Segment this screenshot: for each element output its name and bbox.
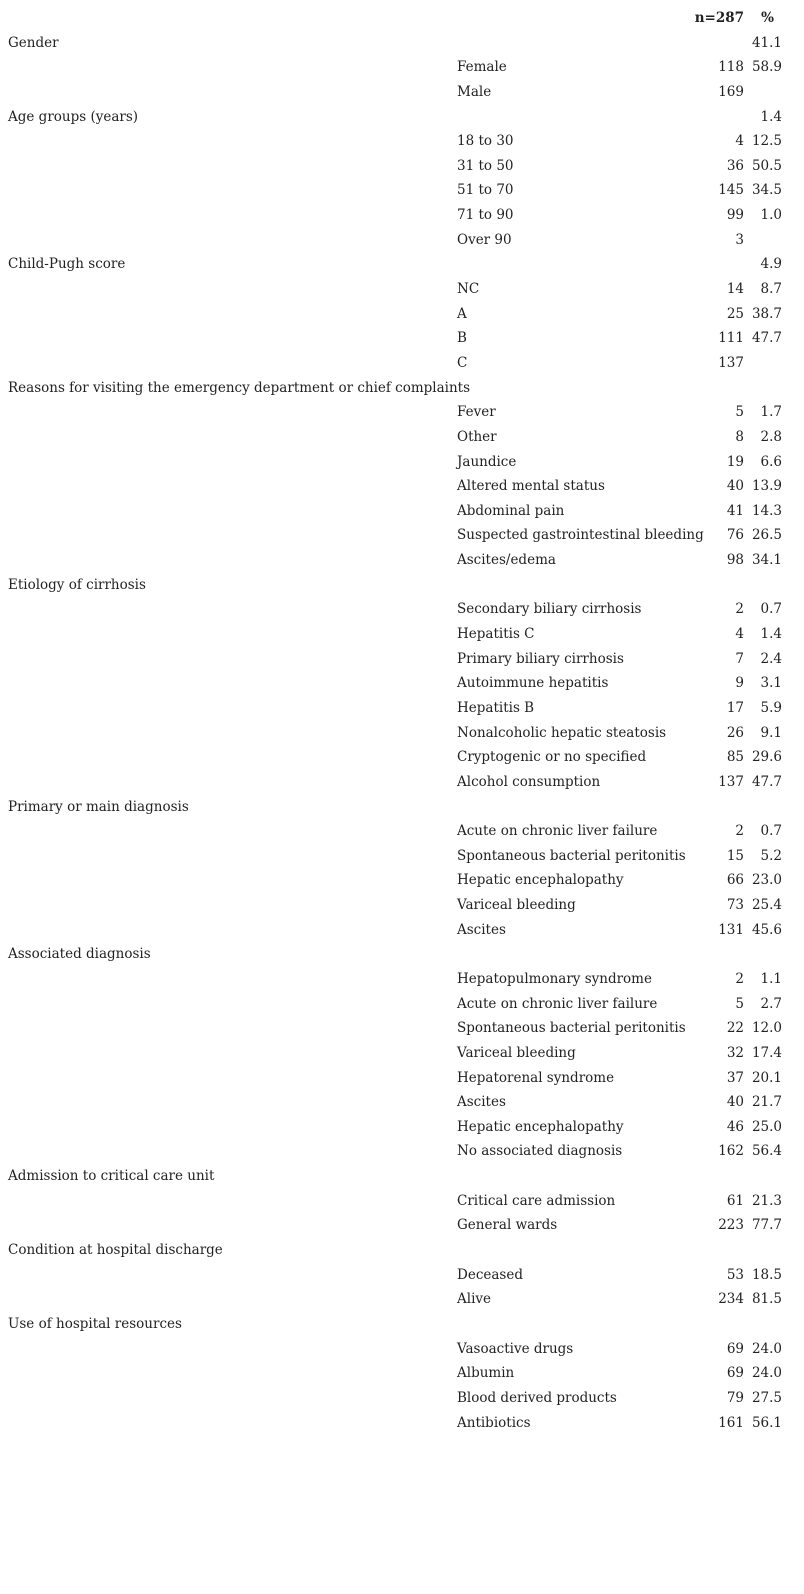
header-pct: % — [761, 10, 774, 26]
row-pct-value: 12.0 — [751, 1020, 782, 1037]
table-row — [0, 721, 804, 746]
row-category-label: Age groups (years) — [8, 108, 139, 125]
row-pct-value: 2.8 — [760, 428, 782, 445]
row-n-value: 19 — [726, 453, 744, 470]
row-pct-value: 17.4 — [751, 1044, 782, 1061]
table-category-row — [0, 573, 804, 598]
table-category-row — [0, 31, 804, 56]
row-n-value: 137 — [718, 773, 744, 790]
row-category-label: Primary or main diagnosis — [8, 798, 189, 815]
row-subcategory-label: Hepatic encephalopathy — [457, 1118, 624, 1135]
row-subcategory-label: Variceal bleeding — [457, 1044, 576, 1061]
row-n-value: 118 — [718, 59, 744, 76]
table-row — [0, 302, 804, 327]
row-subcategory-label: Hepatic encephalopathy — [457, 872, 624, 889]
row-n-value: 17 — [726, 699, 744, 716]
row-pct-value: 21.7 — [751, 1094, 782, 1111]
row-subcategory-label: Female — [457, 59, 507, 76]
row-n-value: 22 — [726, 1020, 744, 1037]
table-row — [0, 129, 804, 154]
table-row — [0, 450, 804, 475]
row-subcategory-label: B — [457, 330, 467, 347]
row-pct-value: 45.6 — [751, 921, 782, 938]
row-subcategory-label: 18 to 30 — [457, 133, 514, 150]
table-row — [0, 1041, 804, 1066]
row-pct-value: 27.5 — [751, 1389, 782, 1406]
table-category-row — [0, 376, 804, 401]
table-row — [0, 178, 804, 203]
row-subcategory-label: Acute on chronic liver failure — [457, 995, 658, 1012]
row-n-value: 5 — [735, 404, 744, 421]
row-n-value: 36 — [726, 157, 744, 174]
row-category-label: Gender — [8, 34, 59, 51]
table-row — [0, 277, 804, 302]
row-pct-value: 26.5 — [751, 527, 782, 544]
row-n-value: 15 — [726, 847, 744, 864]
row-n-value: 69 — [726, 1340, 744, 1357]
table-row — [0, 548, 804, 573]
row-pct-value: 24.0 — [751, 1365, 782, 1382]
row-category-label: Admission to critical care unit — [8, 1168, 215, 1185]
row-subcategory-label: 31 to 50 — [457, 157, 514, 174]
row-pct-value: 2.7 — [760, 995, 782, 1012]
table-row — [0, 992, 804, 1017]
row-subcategory-label: Critical care admission — [457, 1192, 616, 1209]
row-pct-value: 47.7 — [751, 773, 782, 790]
table-row — [0, 474, 804, 499]
row-n-value: 145 — [718, 182, 744, 199]
row-subcategory-label: NC — [457, 281, 480, 298]
row-n-value: 98 — [726, 552, 744, 569]
table-row — [0, 967, 804, 992]
row-pct-value: 18.5 — [751, 1266, 782, 1283]
row-pct-value: 38.7 — [751, 305, 782, 322]
row-pct-value: 50.5 — [751, 157, 782, 174]
row-subcategory-label: Autoimmune hepatitis — [457, 675, 609, 692]
row-pct-value: 12.5 — [751, 133, 782, 150]
table-row — [0, 55, 804, 80]
row-n-value: 46 — [726, 1118, 744, 1135]
row-n-value: 85 — [726, 749, 744, 766]
row-pct-value: 77.7 — [751, 1217, 782, 1234]
row-n-value: 79 — [726, 1389, 744, 1406]
row-pct-value: 1.1 — [760, 970, 782, 987]
row-n-value: 66 — [726, 872, 744, 889]
row-pct-value: 24.0 — [751, 1340, 782, 1357]
row-subcategory-label: Albumin — [457, 1365, 515, 1382]
row-pct-value: 56.4 — [751, 1143, 782, 1160]
table-row — [0, 1139, 804, 1164]
row-subcategory-label: Primary biliary cirrhosis — [457, 650, 624, 667]
table-row — [0, 1189, 804, 1214]
row-subcategory-label: Vasoactive drugs — [457, 1340, 574, 1357]
row-subcategory-label: No associated diagnosis — [457, 1143, 623, 1160]
table-row — [0, 622, 804, 647]
row-n-value: 76 — [726, 527, 744, 544]
table-category-row — [0, 105, 804, 130]
row-n-value: 223 — [718, 1217, 744, 1234]
row-subcategory-label: A — [457, 305, 467, 322]
row-category-label: Use of hospital resources — [8, 1315, 182, 1332]
row-pct-value: 81.5 — [751, 1291, 782, 1308]
row-pct-value: 25.4 — [751, 897, 782, 914]
row-pct-value: 1.0 — [760, 207, 782, 224]
table-row — [0, 1066, 804, 1091]
table-row — [0, 499, 804, 524]
row-subcategory-label: Blood derived products — [457, 1389, 617, 1406]
table-body — [0, 31, 804, 1436]
row-pct-value: 9.1 — [760, 724, 782, 741]
row-pct-value: 56.1 — [751, 1414, 782, 1431]
row-n-value: 111 — [718, 330, 744, 347]
row-subcategory-label: Fever — [457, 404, 496, 421]
row-subcategory-label: General wards — [457, 1217, 558, 1234]
row-n-value: 32 — [726, 1044, 744, 1061]
row-pct-value: 34.5 — [751, 182, 782, 199]
table-row — [0, 1361, 804, 1386]
table-category-row — [0, 1312, 804, 1337]
table-row — [0, 647, 804, 672]
row-subcategory-label: Cryptogenic or no specified — [457, 749, 647, 766]
row-n-value: 61 — [726, 1192, 744, 1209]
table-row — [0, 400, 804, 425]
row-subcategory-label: Hepatitis B — [457, 699, 535, 716]
row-subcategory-label: Over 90 — [457, 231, 512, 248]
row-subcategory-label: Jaundice — [457, 453, 517, 470]
row-subcategory-label: Deceased — [457, 1266, 523, 1283]
row-pct-value: 25.0 — [751, 1118, 782, 1135]
table-row — [0, 228, 804, 253]
table-row — [0, 326, 804, 351]
table-row — [0, 671, 804, 696]
table-row — [0, 597, 804, 622]
row-pct-value: 5.2 — [760, 847, 782, 864]
table-row — [0, 893, 804, 918]
data-table — [0, 6, 804, 1435]
table-category-row — [0, 1164, 804, 1189]
table-row — [0, 1213, 804, 1238]
row-subcategory-label: Alcohol consumption — [457, 773, 601, 790]
header-n: n=287 — [694, 10, 744, 26]
table-header-row — [0, 6, 804, 31]
table-row — [0, 1386, 804, 1411]
table-row — [0, 425, 804, 450]
row-n-value: 40 — [726, 478, 744, 495]
row-subcategory-label: Secondary biliary cirrhosis — [457, 601, 642, 618]
row-pct-value: 20.1 — [751, 1069, 782, 1086]
row-n-value: 234 — [718, 1291, 744, 1308]
row-n-value: 53 — [726, 1266, 744, 1283]
row-n-value: 2 — [735, 823, 744, 840]
row-subcategory-label: Abdominal pain — [457, 502, 565, 519]
row-pct-value: 21.3 — [751, 1192, 782, 1209]
table-row — [0, 745, 804, 770]
row-pct-value: 13.9 — [751, 478, 782, 495]
table-category-row — [0, 252, 804, 277]
row-pct-value: 1.7 — [760, 404, 782, 421]
row-subcategory-label: Nonalcoholic hepatic steatosis — [457, 724, 667, 741]
row-subcategory-label: C — [457, 354, 468, 371]
table-row — [0, 203, 804, 228]
row-n-value: 4 — [735, 626, 744, 643]
row-subcategory-label: 51 to 70 — [457, 182, 514, 199]
row-pct-value: 3.1 — [760, 675, 782, 692]
row-n-value: 26 — [726, 724, 744, 741]
row-pct-value: 8.7 — [760, 281, 782, 298]
row-subcategory-label: 71 to 90 — [457, 207, 514, 224]
table-row — [0, 819, 804, 844]
row-pct-value: 4.9 — [760, 256, 782, 273]
row-pct-value: 5.9 — [760, 699, 782, 716]
row-pct-value: 1.4 — [760, 108, 782, 125]
row-n-value: 137 — [718, 354, 744, 371]
row-pct-value: 0.7 — [760, 823, 782, 840]
table-row — [0, 696, 804, 721]
row-subcategory-label: Spontaneous bacterial peritonitis — [457, 1020, 686, 1037]
table-row — [0, 80, 804, 105]
row-subcategory-label: Hepatopulmonary syndrome — [457, 970, 652, 987]
row-n-value: 73 — [726, 897, 744, 914]
table-row — [0, 770, 804, 795]
row-pct-value: 0.7 — [760, 601, 782, 618]
row-n-value: 99 — [726, 207, 744, 224]
row-subcategory-label: Suspected gastrointestinal bleeding — [457, 527, 704, 544]
row-subcategory-label: Ascites/edema — [457, 552, 556, 569]
table-row — [0, 1016, 804, 1041]
row-subcategory-label: Alive — [457, 1291, 492, 1308]
row-pct-value: 34.1 — [751, 552, 782, 569]
row-subcategory-label: Antibiotics — [457, 1414, 531, 1431]
table-row — [0, 918, 804, 943]
table-row — [0, 1115, 804, 1140]
row-category-label: Associated diagnosis — [8, 946, 151, 963]
row-category-label: Condition at hospital discharge — [8, 1242, 223, 1259]
row-subcategory-label: Spontaneous bacterial peritonitis — [457, 847, 686, 864]
row-n-value: 5 — [735, 995, 744, 1012]
table-category-row — [0, 795, 804, 820]
row-n-value: 9 — [735, 675, 744, 692]
row-subcategory-label: Hepatitis C — [457, 626, 535, 643]
table-row — [0, 868, 804, 893]
row-n-value: 161 — [718, 1414, 744, 1431]
row-subcategory-label: Hepatorenal syndrome — [457, 1069, 615, 1086]
row-n-value: 3 — [735, 231, 744, 248]
row-pct-value: 1.4 — [760, 626, 782, 643]
row-pct-value: 2.4 — [760, 650, 782, 667]
table-row — [0, 1287, 804, 1312]
row-n-value: 169 — [718, 83, 744, 100]
row-subcategory-label: Altered mental status — [457, 478, 605, 495]
row-n-value: 131 — [718, 921, 744, 938]
row-pct-value: 41.1 — [751, 34, 782, 51]
table-row — [0, 1090, 804, 1115]
table-row — [0, 1263, 804, 1288]
table-row — [0, 1411, 804, 1436]
row-subcategory-label: Other — [457, 428, 497, 445]
row-n-value: 41 — [726, 502, 744, 519]
row-n-value: 69 — [726, 1365, 744, 1382]
row-pct-value: 47.7 — [751, 330, 782, 347]
row-pct-value: 29.6 — [751, 749, 782, 766]
row-category-label: Child-Pugh score — [8, 256, 126, 273]
row-n-value: 7 — [735, 650, 744, 667]
row-subcategory-label: Ascites — [457, 1094, 506, 1111]
table-category-row — [0, 1238, 804, 1263]
row-n-value: 2 — [735, 601, 744, 618]
row-pct-value: 6.6 — [760, 453, 782, 470]
table-category-row — [0, 942, 804, 967]
row-n-value: 25 — [726, 305, 744, 322]
row-subcategory-label: Variceal bleeding — [457, 897, 576, 914]
row-category-label: Reasons for visiting the emergency department or chief complaints — [8, 379, 471, 396]
row-n-value: 2 — [735, 970, 744, 987]
row-n-value: 40 — [726, 1094, 744, 1111]
table-row — [0, 351, 804, 376]
table-row — [0, 1337, 804, 1362]
row-subcategory-label: Acute on chronic liver failure — [457, 823, 658, 840]
row-pct-value: 14.3 — [751, 502, 782, 519]
row-n-value: 14 — [726, 281, 744, 298]
table-row — [0, 154, 804, 179]
row-pct-value: 58.9 — [751, 59, 782, 76]
row-n-value: 162 — [718, 1143, 744, 1160]
row-n-value: 4 — [735, 133, 744, 150]
row-subcategory-label: Male — [457, 83, 492, 100]
row-n-value: 8 — [735, 428, 744, 445]
row-category-label: Etiology of cirrhosis — [8, 576, 146, 593]
row-subcategory-label: Ascites — [457, 921, 506, 938]
row-n-value: 37 — [726, 1069, 744, 1086]
table-row — [0, 844, 804, 869]
table-row — [0, 523, 804, 548]
row-pct-value: 23.0 — [751, 872, 782, 889]
